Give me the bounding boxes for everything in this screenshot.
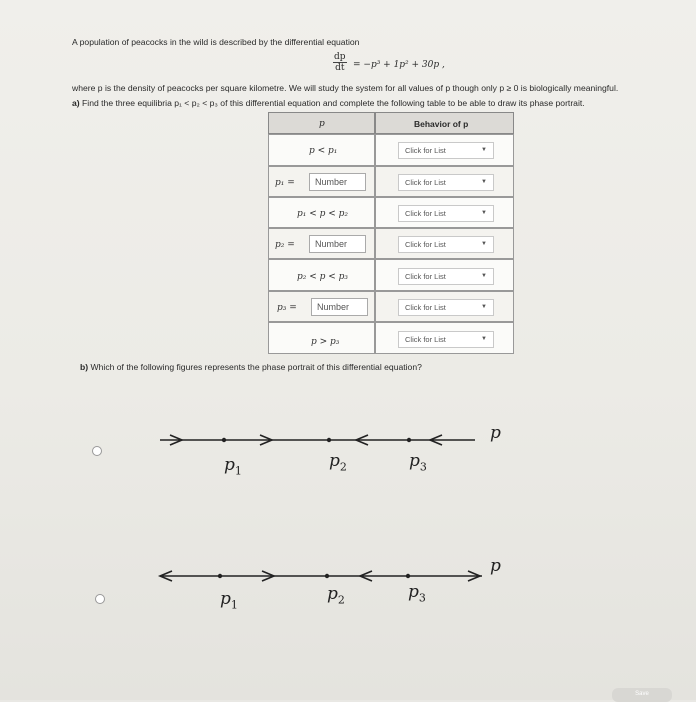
save-button[interactable]: Save: [612, 688, 672, 702]
chevron-down-icon: ▼: [481, 179, 487, 185]
behavior-dropdown-7[interactable]: Click for List ▼: [398, 331, 494, 348]
part-b-label: b): [80, 362, 89, 372]
option-1-radio[interactable]: [92, 446, 102, 456]
part-a-text: Find the three equilibria p₁ < p₂ < p₃ of this differential equation and complete the following table to be able to draw its phase portrait.: [82, 98, 585, 108]
row-label-cell-2: p₁ = Number: [268, 166, 375, 197]
chevron-down-icon: ▼: [481, 304, 487, 310]
behavior-dropdown-1[interactable]: Click for List ▼: [398, 142, 494, 159]
option-1-phase-line: [150, 425, 490, 455]
option-2-radio[interactable]: [95, 594, 105, 604]
option-1-axis-label: p: [490, 423, 501, 443]
option-1-p1-label: $p_1$: [224, 455, 242, 478]
option-2-p3-label: $p_3$: [408, 582, 426, 605]
chevron-down-icon: ▼: [481, 147, 487, 153]
p3-input[interactable]: Number: [311, 298, 368, 316]
row-label-cell-7: p > p₃: [268, 322, 375, 354]
row-label-cell-4: p₂ = Number: [268, 228, 375, 259]
chevron-down-icon: ▼: [481, 336, 487, 342]
intro-text: A population of peacocks in the wild is described by the differential equation: [72, 37, 360, 47]
equilibrium-point-p1: [222, 438, 226, 442]
col-header-behavior: Behavior of p: [375, 112, 514, 134]
row-behavior-cell-4: [375, 228, 514, 259]
equation-numerator: dp: [334, 52, 346, 62]
row-label-cell-3: p₁ < p < p₂: [268, 197, 375, 228]
row-behavior-cell-3: [375, 197, 514, 228]
equation-rhs: = −p³ + 1p² + 30p ,: [353, 60, 445, 70]
behavior-dropdown-5[interactable]: Click for List ▼: [398, 268, 494, 285]
row-behavior-cell-2: [375, 166, 514, 197]
option-1-p3-label: $p_3$: [409, 451, 427, 474]
row-label-cell-1: p < p₁: [268, 134, 375, 166]
chevron-down-icon: ▼: [481, 273, 487, 279]
behavior-table: [268, 112, 514, 354]
behavior-dropdown-6[interactable]: Click for List ▼: [398, 299, 494, 316]
option-2-p2-label: $p_2$: [327, 584, 345, 607]
row-behavior-cell-1: [375, 134, 514, 166]
chevron-down-icon: ▼: [481, 210, 487, 216]
part-a-label: a): [72, 98, 80, 108]
row-label-cell-5: p₂ < p < p₃: [268, 259, 375, 291]
option-1-p2-label: $p_2$: [329, 451, 347, 474]
equilibrium-point-p2: [325, 574, 329, 578]
chevron-down-icon: ▼: [481, 241, 487, 247]
row-behavior-cell-7: [375, 322, 514, 354]
part-b-text: Which of the following figures represents the phase portrait of this differential equation?: [90, 362, 422, 372]
option-2-p1-label: $p_1$: [220, 589, 238, 612]
behavior-dropdown-2[interactable]: Click for List ▼: [398, 174, 494, 191]
behavior-dropdown-3[interactable]: Click for List ▼: [398, 205, 494, 222]
row-behavior-cell-6: [375, 291, 514, 322]
option-2-axis-label: p: [490, 556, 501, 576]
equation-derivative: [333, 52, 347, 73]
equation-denominator: dt: [335, 63, 345, 73]
behavior-dropdown-4[interactable]: Click for List ▼: [398, 236, 494, 253]
row-behavior-cell-5: [375, 259, 514, 291]
col-header-p: p: [268, 112, 375, 134]
equilibrium-point-p1: [218, 574, 222, 578]
part-b-line: [80, 362, 422, 372]
p2-input[interactable]: Number: [309, 235, 366, 253]
equilibrium-point-p2: [327, 438, 331, 442]
option-2-phase-line: [150, 561, 490, 591]
equilibrium-point-p3: [407, 438, 411, 442]
part-a-line: [72, 98, 585, 108]
row-label-cell-6: p₃ = Number: [268, 291, 375, 322]
where-text: where p is the density of peacocks per square kilometre. We will study the system for all values of p though only p ≥ 0 is biologically meaningful.: [72, 83, 619, 93]
p1-input[interactable]: Number: [309, 173, 366, 191]
equilibrium-point-p3: [406, 574, 410, 578]
